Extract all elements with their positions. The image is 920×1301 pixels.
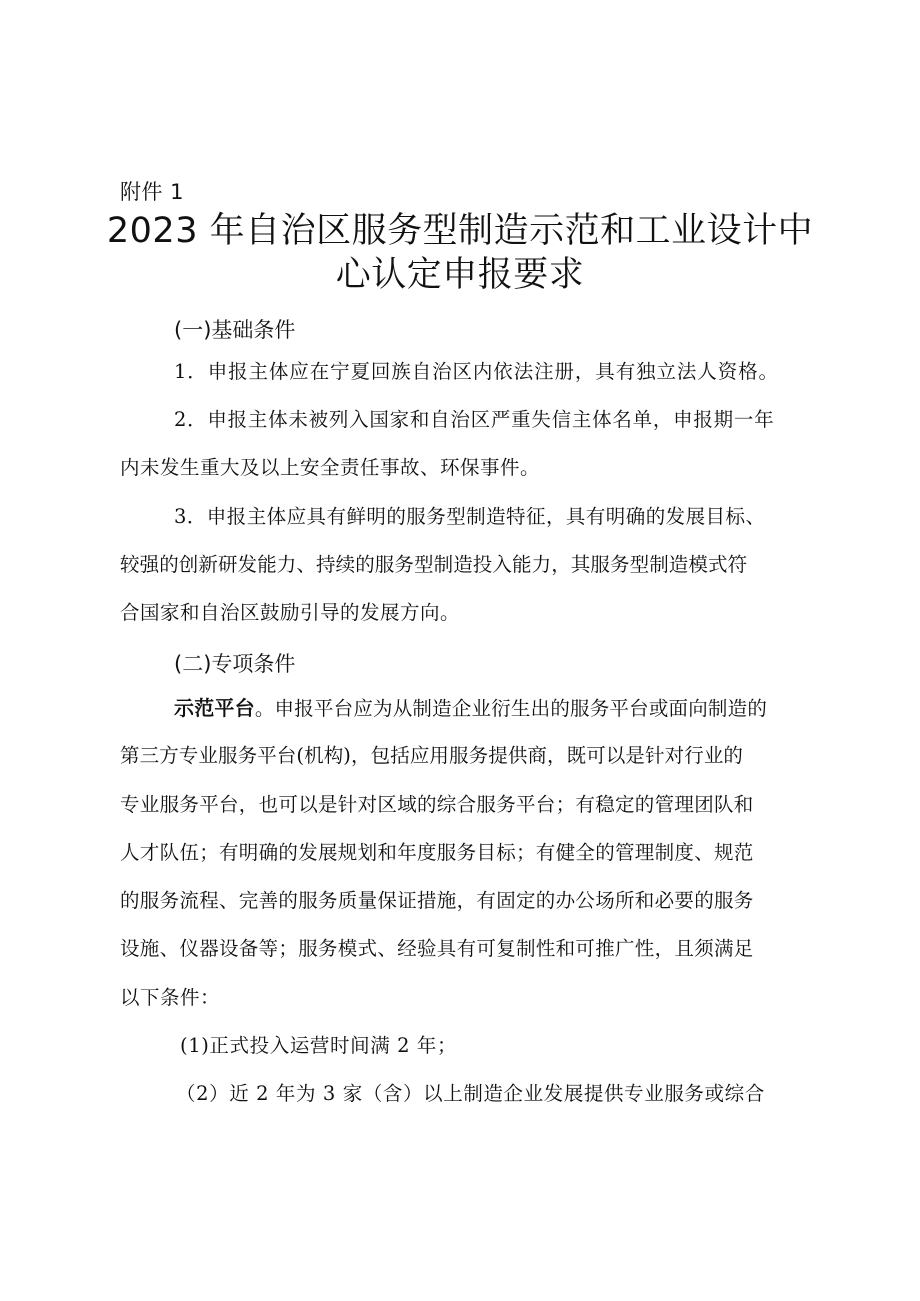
- paragraph-line: 以下条件：: [120, 986, 221, 1009]
- paragraph-line: [174, 698, 767, 719]
- paragraph-line: 2．申报主体未被列入国家和自治区严重失信主体名单，申报期一年: [174, 408, 775, 431]
- paragraph-line: 设施、仪器设备等；服务模式、经验具有可复制性和可推广性，且须满足: [120, 937, 754, 960]
- document-title-line-2: 心认定申报要求: [335, 255, 585, 295]
- paragraph-line: 第三方专业服务平台(机构)，包括应用服务提供商，既可以是针对行业的: [120, 744, 744, 767]
- paragraph-line: 3．申报主体应具有鲜明的服务型制造特征，具有明确的发展目标、: [174, 505, 766, 528]
- demo-platform-label: 示范平台: [174, 696, 255, 720]
- paragraph-line: 较强的创新研发能力、持续的服务型制造投入能力，其服务型制造模式符: [120, 553, 748, 576]
- document-title-line-1: 2023 年自治区服务型制造示范和工业设计中: [106, 211, 814, 251]
- paragraph-line: 合国家和自治区鼓励引导的发展方向。: [120, 601, 461, 624]
- paragraph-text: 。申报平台应为从制造企业衍生出的服务平台或面向制造的: [254, 697, 768, 720]
- section-heading-basic-conditions: (一)基础条件: [174, 318, 296, 342]
- paragraph-line: 1．申报主体应在宁夏回族自治区内依法注册，具有独立法人资格。: [174, 360, 779, 383]
- paragraph-line: 专业服务平台，也可以是针对区域的综合服务平台；有稳定的管理团队和: [120, 793, 754, 816]
- paragraph-line: 人才队伍；有明确的发展规划和年度服务目标；有健全的管理制度、规范: [120, 841, 754, 864]
- list-item: （2）近 2 年为 3 家（含）以上制造企业发展提供专业服务或综合: [176, 1082, 765, 1105]
- paragraph-line: 内未发生重大及以上安全责任事故、环保事件。: [120, 456, 541, 479]
- attachment-label: 附件 1: [120, 180, 185, 204]
- section-heading-special-conditions: (二)专项条件: [174, 652, 296, 676]
- paragraph-line: 的服务流程、完善的服务质量保证措施，有固定的办公场所和必要的服务: [120, 889, 754, 912]
- list-item: (1)正式投入运营时间满 2 年；: [180, 1034, 458, 1057]
